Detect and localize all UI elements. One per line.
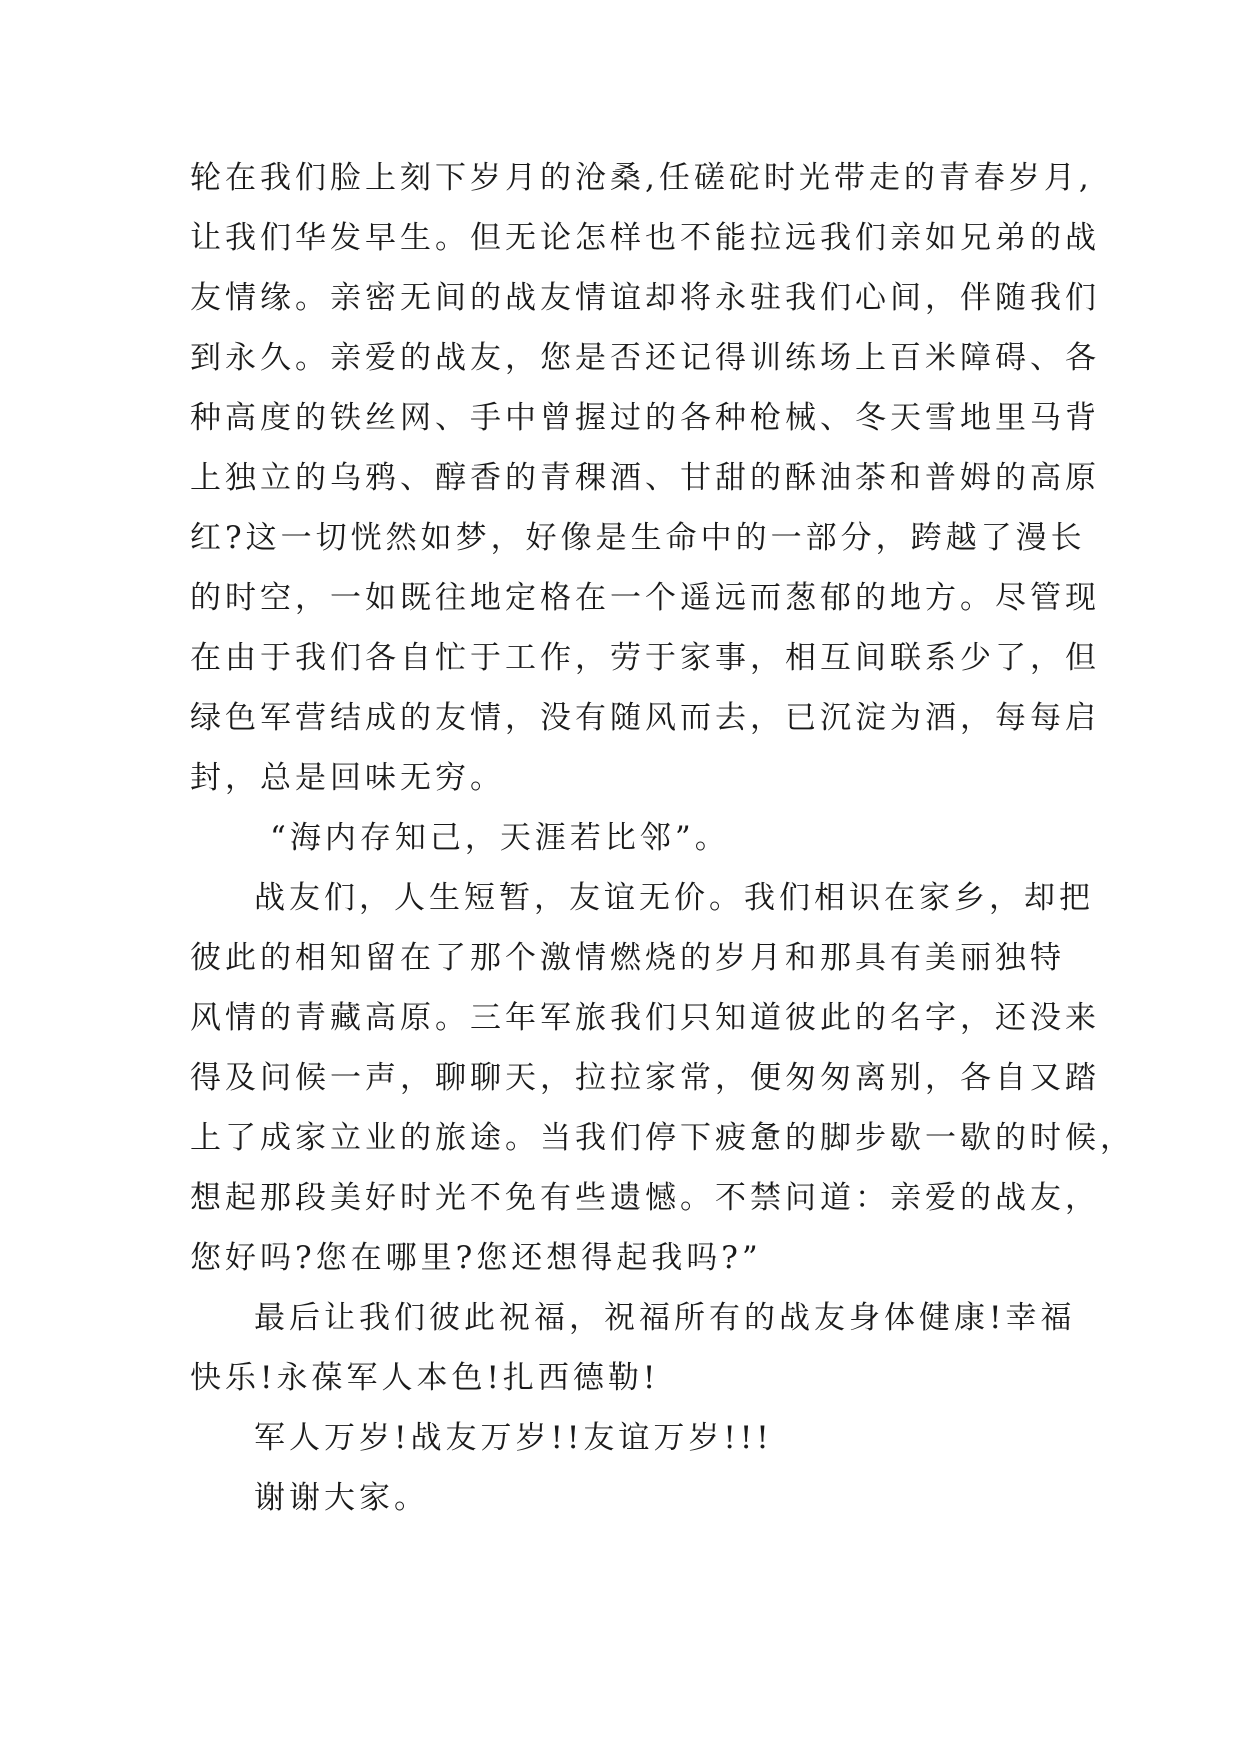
text-line: 上了成家立业的旅途。当我们停下疲惫的脚步歇一歇的时候，: [190, 1120, 1135, 1156]
text-line: 红?这一切恍然如梦，好像是生命中的一部分，跨越了漫长: [190, 520, 1086, 556]
text-line: 在由于我们各自忙于工作，劳于家事，相互间联系少了，但: [190, 640, 1100, 676]
text-line: 绿色军营结成的友情，没有随风而去，已沉淀为酒，每每启: [190, 700, 1100, 736]
text-line: 上独立的乌鸦、醇香的青稞酒、甘甜的酥油茶和普姆的高原: [190, 460, 1100, 496]
closing-line: 谢谢大家。: [254, 1480, 429, 1516]
text-line: 到永久。亲爱的战友，您是否还记得训练场上百米障碍、各: [190, 340, 1100, 376]
text-line: 种高度的铁丝网、手中曾握过的各种枪械、冬天雪地里马背: [190, 400, 1100, 436]
text-line: 快乐!永葆军人本色!扎西德勒!: [190, 1360, 660, 1396]
text-line: 封，总是回味无穷。: [190, 760, 505, 796]
text-line: 得及问候一声，聊聊天，拉拉家常，便匆匆离别，各自又踏: [190, 1060, 1100, 1096]
quote-line: “海内存知己，天涯若比邻”。: [270, 820, 730, 856]
text-line: 让我们华发早生。但无论怎样也不能拉远我们亲如兄弟的战: [190, 220, 1100, 256]
text-line: 您好吗?您在哪里?您还想得起我吗?”: [190, 1240, 762, 1276]
text-line: 友情缘。亲密无间的战友情谊却将永驻我们心间，伴随我们: [190, 280, 1100, 316]
text-line: 轮在我们脸上刻下岁月的沧桑,任磋砣时光带走的青春岁月,: [190, 160, 1093, 196]
body-text: [190, 158, 1135, 1538]
text-line: 彼此的相知留在了那个激情燃烧的岁月和那具有美丽独特: [190, 940, 1065, 976]
text-line: 想起那段美好时光不免有些遗憾。不禁问道：亲爱的战友，: [190, 1180, 1100, 1216]
paragraph-start-line: 军人万岁!战友万岁!!友谊万岁!!!: [254, 1420, 773, 1456]
text-line: 的时空，一如既往地定格在一个遥远而葱郁的地方。尽管现: [190, 580, 1100, 616]
paragraph-start-line: 战友们，人生短暂，友谊无价。我们相识在家乡，却把: [254, 880, 1094, 916]
paragraph-start-line: 最后让我们彼此祝福，祝福所有的战友身体健康!幸福: [254, 1300, 1076, 1336]
text-line: 风情的青藏高原。三年军旅我们只知道彼此的名字，还没来: [190, 1000, 1100, 1036]
